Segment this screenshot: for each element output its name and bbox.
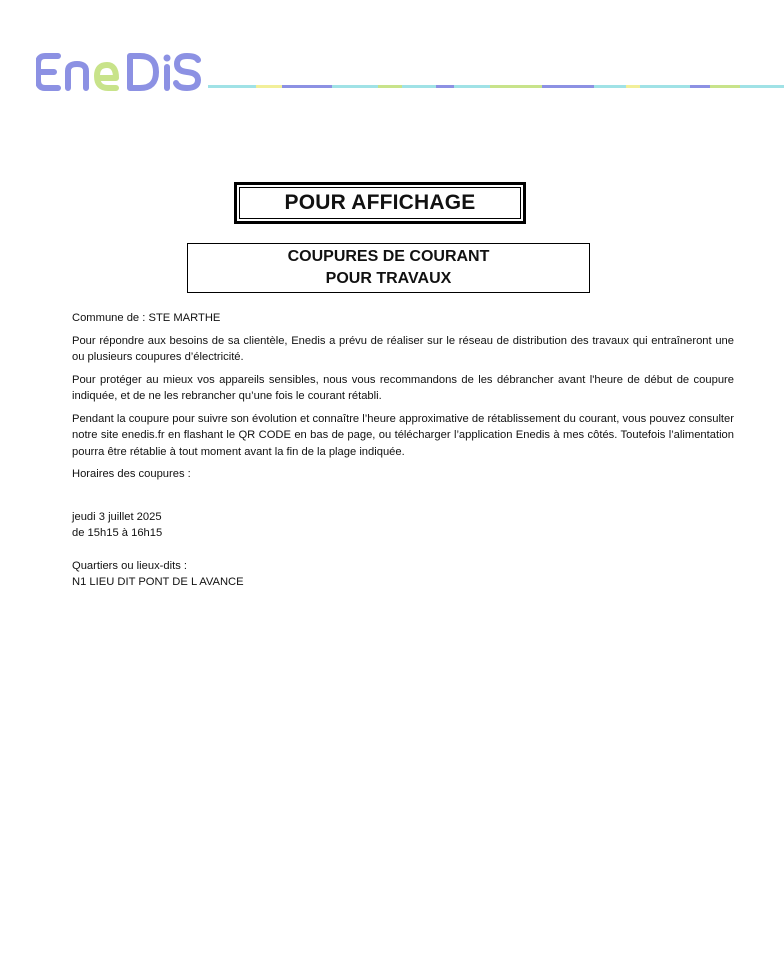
title-line-1: COUPURES DE COURANT xyxy=(287,248,490,265)
header-decorative-line xyxy=(208,85,784,88)
location-entry: N1 LIEU DIT PONT DE L AVANCE xyxy=(72,576,244,588)
paragraph-besoins: Pour répondre aux besoins de sa clientèle, Enedis a prévu de réaliser sur le réseau de distribution des travaux qui entraîneront une ou plusieurs coupures d’électricité. xyxy=(72,334,734,363)
title-box xyxy=(187,243,590,293)
coupure-time-range: de 15h15 à 16h15 xyxy=(72,527,163,539)
pour-affichage-label: POUR AFFICHAGE xyxy=(239,187,521,219)
pour-affichage-frame xyxy=(234,182,526,224)
enedis-logo xyxy=(36,52,206,94)
coupure-date: jeudi 3 juillet 2025 xyxy=(72,510,162,523)
horaires-label: Horaires des coupures : xyxy=(72,468,191,480)
notice-body xyxy=(72,310,734,591)
quartiers-label: Quartiers ou lieux-dits : xyxy=(72,559,188,572)
commune-line: Commune de : STE MARTHE xyxy=(72,312,221,324)
enedis-logo-icon xyxy=(36,52,206,94)
paragraph-appareils: Pour protéger au mieux vos appareils sensibles, nous vous recommandons de les débrancher avant l'heure de début de coupure indiquée, et de ne les rebrancher qu’une fois le courant rétabli. xyxy=(72,373,734,402)
title-line-2: POUR TRAVAUX xyxy=(325,270,452,287)
paragraph-evolution: Pendant la coupure pour suivre son évolution et connaître l’heure approximative de rétablissement du courant, vous pouvez consulter notre site enedis.fr en flashant le QR CODE en bas de page, ou télécharger l’application Enedis à mes côtés. Toutefois l’alimentation pourra être rétablie à tout moment avant la fin de la plage indiquée. xyxy=(72,412,734,458)
